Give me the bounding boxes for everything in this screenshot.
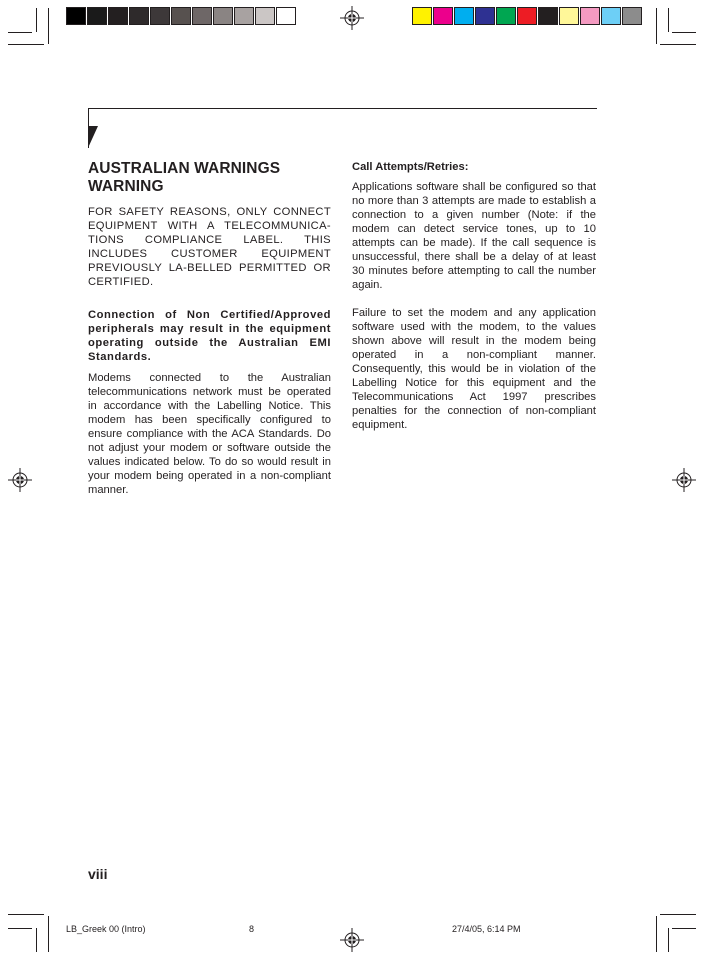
registration-target-icon	[672, 468, 696, 492]
crop-mark	[8, 32, 32, 33]
color-swatch	[496, 7, 516, 25]
crop-mark	[660, 44, 696, 45]
color-swatch	[87, 7, 107, 25]
color-swatch	[412, 7, 432, 25]
grayscale-color-bar	[66, 7, 297, 25]
crop-mark	[36, 928, 37, 952]
color-swatch	[150, 7, 170, 25]
heading-line-2: WARNING	[88, 178, 164, 195]
crop-mark	[8, 914, 44, 915]
color-swatch	[559, 7, 579, 25]
right-column	[352, 160, 596, 432]
call-attempts-paragraph: Applications software shall be configured so that no more than 3 attempts are made to establish a connection to a given number (Note: if the modem can detect service tones, up to 10 attempts can be made). If the call sequence is unsuccessful, there shall be a delay of at least 30 minutes before attempting to call the number again.	[352, 181, 596, 291]
emi-warning-paragraph: Connection of Non Certified/Approved peripherals may result in the equipment operating outside the Australian EMI Standards.	[88, 309, 331, 363]
footer-filename: LB_Greek 00 (Intro)	[66, 924, 146, 934]
header-wedge-icon	[88, 126, 98, 148]
page-number: viii	[88, 866, 108, 882]
crop-mark	[8, 44, 44, 45]
registration-target-icon	[340, 6, 364, 30]
registration-target-icon	[340, 928, 364, 952]
crop-mark	[8, 928, 32, 929]
color-swatch	[276, 7, 296, 25]
safety-warning-paragraph: FOR SAFETY REASONS, ONLY CONNECT EQUIPMENT WITH A TELECOMMUNICA-TIONS COMPLIANCE LABEL. THIS INCLUDES CUSTOMER EQUIPMENT PREVIOUSLY LA-BELLED PERMITTED OR CERTIFIED.	[88, 206, 331, 288]
color-swatch	[171, 7, 191, 25]
left-column	[88, 160, 331, 497]
color-swatch	[66, 7, 86, 25]
color-swatch	[129, 7, 149, 25]
color-swatch	[475, 7, 495, 25]
color-swatch	[538, 7, 558, 25]
registration-target-icon	[8, 468, 32, 492]
modem-compliance-paragraph: Modems connected to the Australian telecommunications network must be operated in accordance with the Labelling Notice. This modem has been specifically configured to ensure compliance with the ACA Standards. Do not adjust your modem or software outside the values indicated below. To do so would result in your modem being operated in a non-compliant manner.	[88, 372, 331, 496]
crop-mark	[660, 914, 696, 915]
section-heading	[88, 160, 331, 196]
color-swatch	[234, 7, 254, 25]
crop-mark	[668, 928, 669, 952]
crop-mark	[48, 916, 49, 952]
crop-mark	[672, 928, 696, 929]
non-compliance-paragraph: Failure to set the modem and any application software used with the modem, to the values shown above will result in the modem being operated in a non-compliant manner. Consequently, this would be in violation of the Labelling Notice for this equipment and the Telecommunications Act 1997 prescribes penalties for the connection of non-compliant equipment.	[352, 307, 596, 431]
color-swatch	[622, 7, 642, 25]
process-color-bar	[412, 7, 643, 25]
color-swatch	[213, 7, 233, 25]
call-attempts-heading: Call Attempts/Retries:	[352, 161, 469, 173]
header-rule	[89, 108, 597, 109]
color-swatch	[601, 7, 621, 25]
footer-sheet-number: 8	[249, 924, 255, 934]
color-swatch	[454, 7, 474, 25]
color-swatch	[255, 7, 275, 25]
crop-mark	[656, 8, 657, 44]
crop-mark	[656, 916, 657, 952]
color-swatch	[580, 7, 600, 25]
heading-line-1: AUSTRALIAN WARNINGS	[88, 160, 281, 177]
crop-mark	[36, 8, 37, 32]
crop-mark	[48, 8, 49, 44]
color-swatch	[192, 7, 212, 25]
color-swatch	[517, 7, 537, 25]
footer-timestamp: 27/4/05, 6:14 PM	[452, 924, 521, 934]
color-swatch	[433, 7, 453, 25]
crop-mark	[668, 8, 669, 32]
color-swatch	[108, 7, 128, 25]
crop-mark	[672, 32, 696, 33]
